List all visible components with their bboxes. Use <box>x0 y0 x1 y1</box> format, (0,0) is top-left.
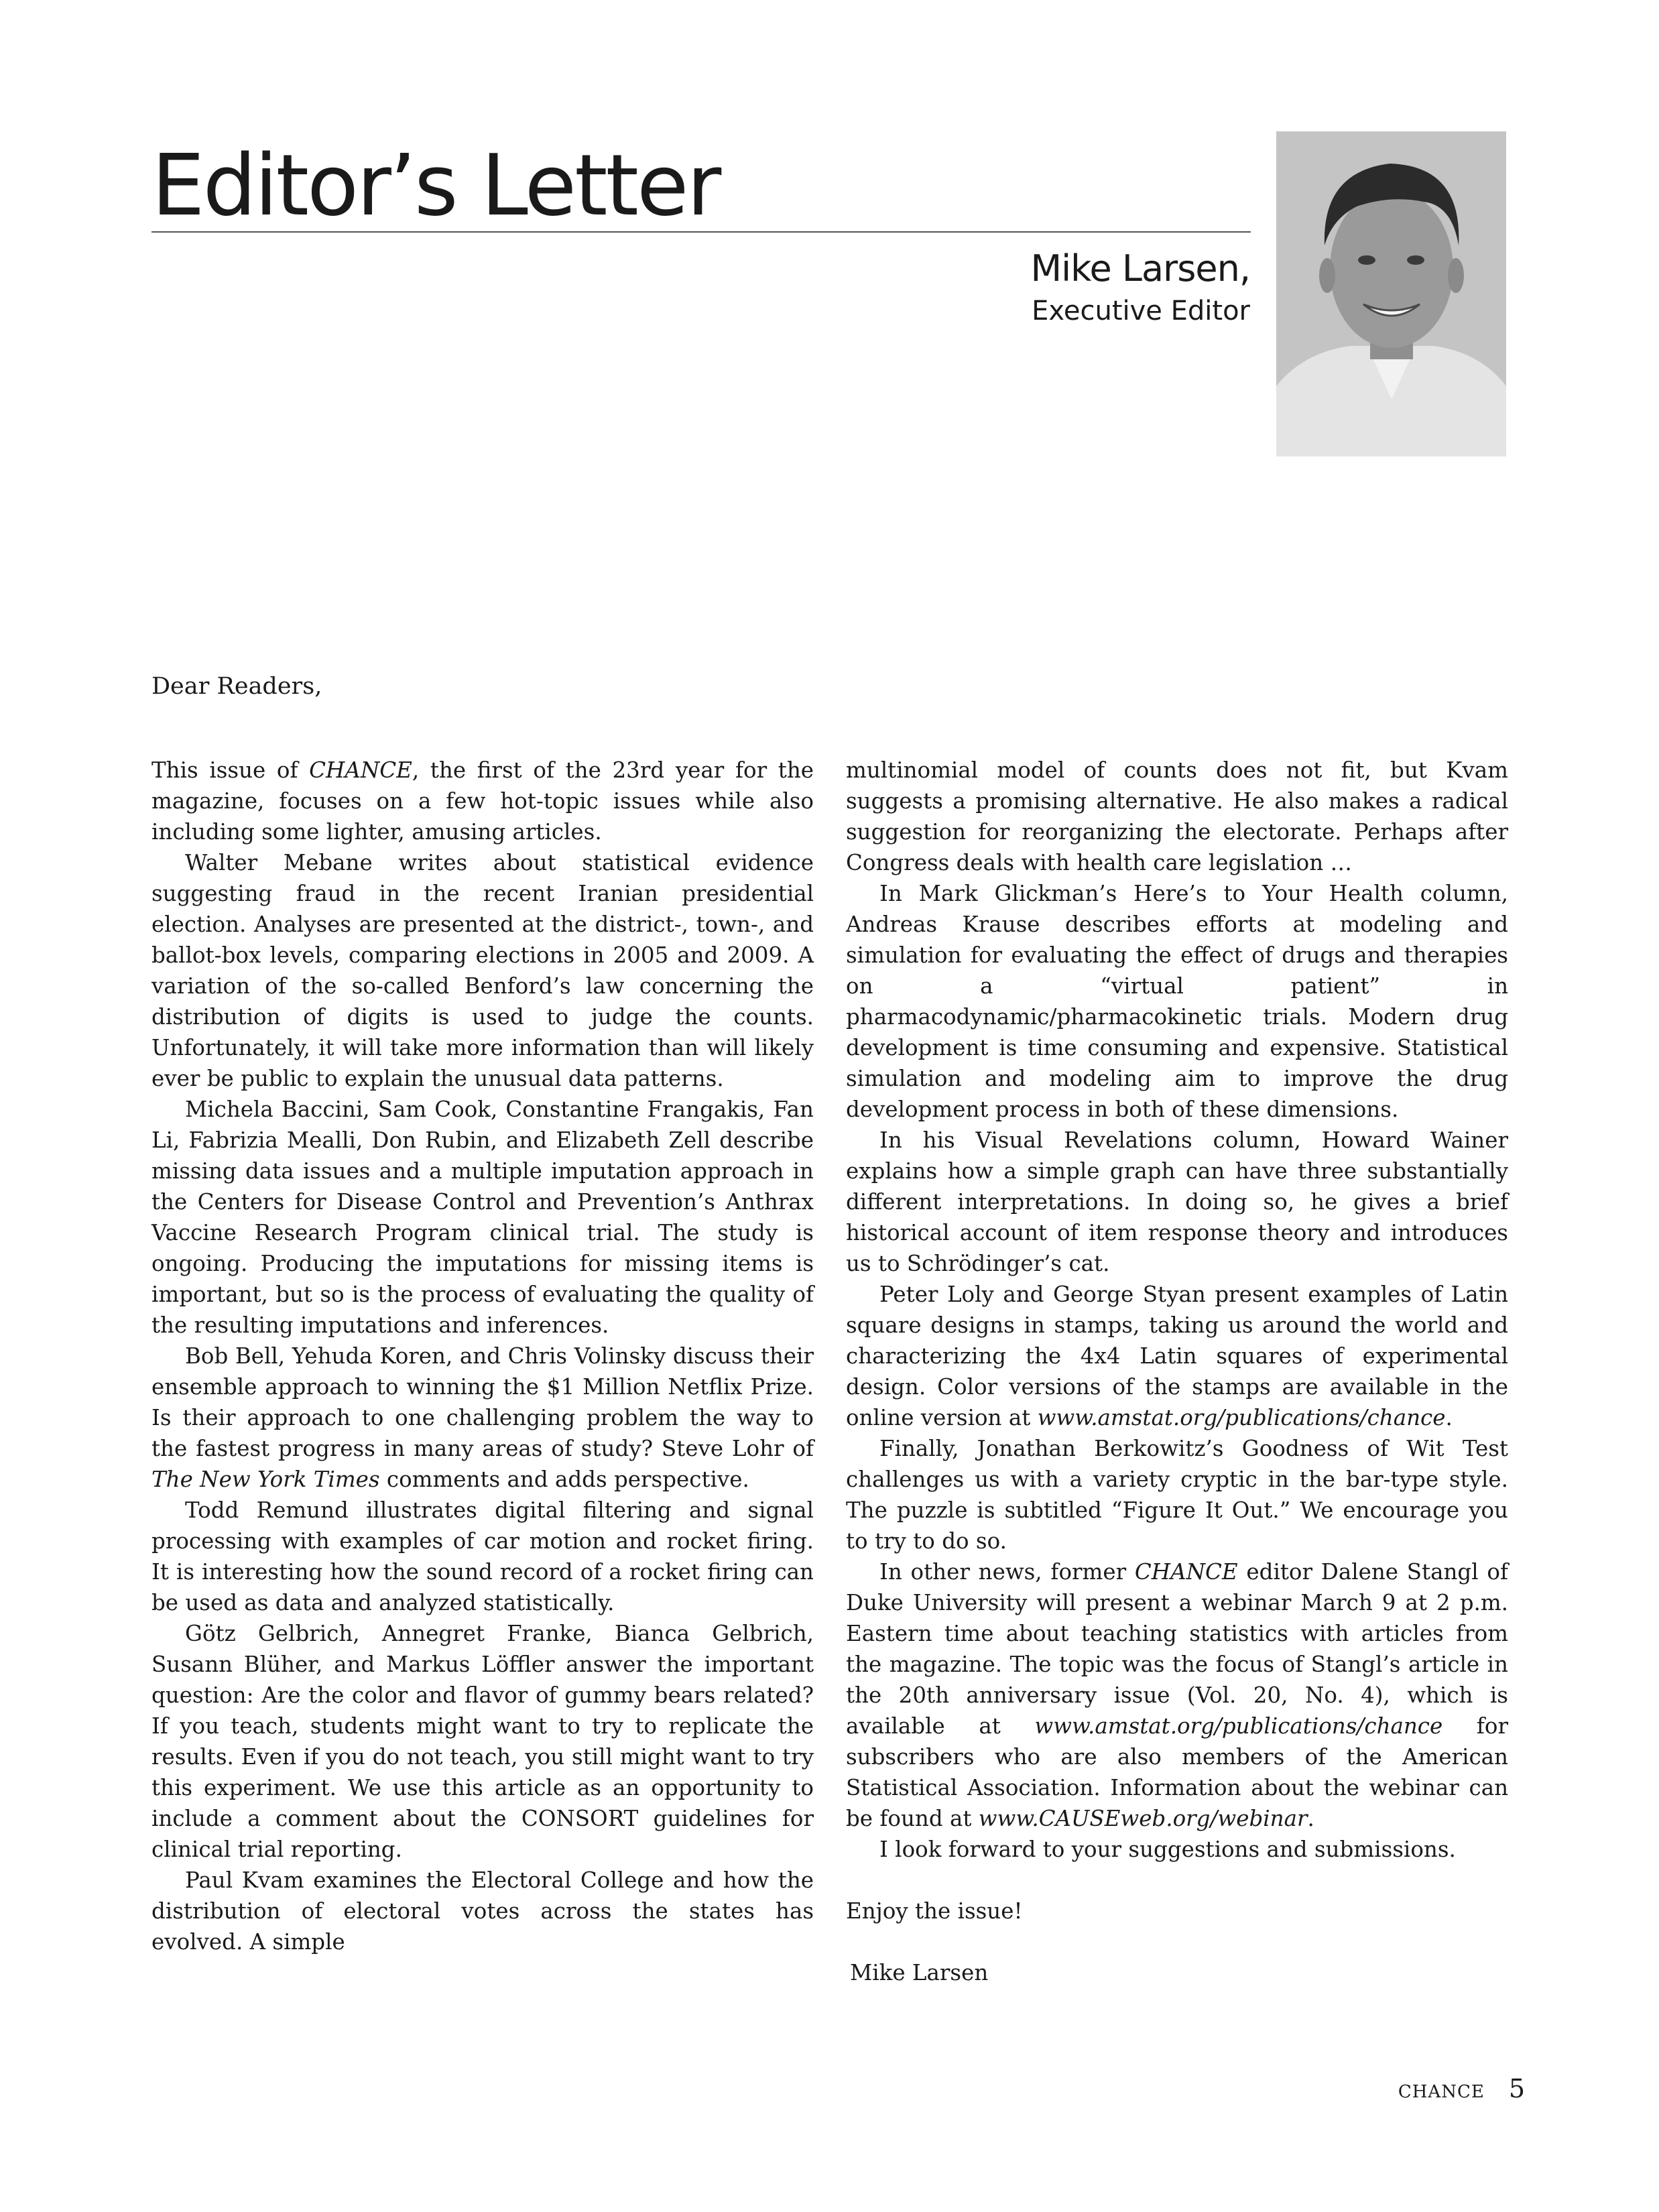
magazine-name: CHANCE <box>309 757 412 783</box>
right-column <box>846 755 1508 1988</box>
text: Peter Loly and George Styan present examples of Latin square designs in stamps, taking us around the world and characterizing the 4x4 Latin squares of experimental design. Color versions of the stamps are available in the online version at <box>846 1282 1508 1430</box>
author-role: Executive Editor <box>1032 296 1250 326</box>
url-link[interactable]: www.CAUSEweb.org/webinar <box>978 1806 1308 1831</box>
text: for subscribers who are also members of the American Statistical Association. Information about the webinar can be found at <box>846 1713 1508 1831</box>
paragraph-glickman: In Mark Glickman’s Here’s to Your Health column, Andreas Krause describes efforts at modeling and simulation for evaluating the effect of drugs and therapies on a “virtual patient” in pharmacodynamic/pharmacokinetic trials. Modern drug development is time consuming and expensive. Statistical simulation and modeling aim to improve the drug development process in both of these dimensions. <box>846 881 1508 1122</box>
paragraph-kvam: Paul Kvam examines the Electoral College and how the distribution of electoral votes across the states has evolved. A simple <box>151 1867 814 1955</box>
signature: Mike Larsen <box>850 1960 989 1985</box>
text: Bob Bell, Yehuda Koren, and Chris Volinsky discuss their ensemble approach to winning the $1 Million Netflix Prize. Is their approach to one challenging problem the way to the fastest progress in many areas of study? Steve Lohr of <box>151 1343 814 1461</box>
page-footer <box>1398 2073 1525 2108</box>
text: . <box>1307 1806 1314 1831</box>
paragraph-baccini: Michela Baccini, Sam Cook, Constantine Frangakis, Fan Li, Fabrizia Mealli, Don Rubin, and Elizabeth Zell describe missing data issues and a multiple imputation approach in the Centers for Disease Control and Prevention’s Anthrax Vaccine Research Program clinical trial. The study is ongoing. Producing the imputations for missing items is important, but so is the process of evaluating the quality of the resulting imputations and inferences. <box>151 1097 814 1338</box>
left-column <box>151 755 814 1957</box>
footer-magazine: CHANCE <box>1398 2082 1485 2102</box>
title-divider <box>151 231 1251 233</box>
paragraph-berkowitz: Finally, Jonathan Berkowitz’s Goodness of Wit Test challenges us with a variety cryptic in the bar-type style. The puzzle is subtitled “Figure It Out.” We encourage you to try to do so. <box>846 1436 1508 1554</box>
paragraph-intro <box>151 755 814 847</box>
page-title: Editor’s Letter <box>151 136 720 235</box>
text: In other news, former <box>879 1559 1135 1585</box>
magazine-name: CHANCE <box>1134 1559 1238 1585</box>
page-number: 5 <box>1508 2074 1525 2103</box>
editor-portrait-photo-icon <box>1276 131 1506 456</box>
publication-name: The New York Times <box>151 1467 380 1492</box>
author-name: Mike Larsen, <box>1030 247 1250 290</box>
paragraph-mebane: Walter Mebane writes about statistical evidence suggesting fraud in the recent Iranian presidential election. Analyses are presented at the district-, town-, and ballot-box levels, comparing elections in 2005 and 2009. A variation of the so-called Benford’s law concerning the distribution of digits is used to judge the counts. Unfortunately, it will take more information than will likely ever be public to explain the unusual data patterns. <box>151 850 814 1091</box>
paragraph-wainer: In his Visual Revelations column, Howard Wainer explains how a simple graph can have three substantially different interpretations. In doing so, he gives a brief historical account of item response theory and introduces us to Schrödinger’s cat. <box>846 1127 1508 1276</box>
text: . <box>1445 1405 1453 1430</box>
paragraph-remund: Todd Remund illustrates digital filtering and signal processing with examples of car motion and rocket firing. It is interesting how the sound record of a rocket firing can be used as data and analyzed statistically. <box>151 1497 814 1615</box>
paragraph-netflix <box>151 1341 814 1495</box>
url-link[interactable]: www.amstat.org/publications/chance <box>1037 1405 1446 1430</box>
paragraph-suggestions: I look forward to your suggestions and submissions. <box>879 1837 1456 1862</box>
byline <box>1031 245 1250 330</box>
text: editor Dalene Stangl of Duke University will present a webinar March 9 at 2 p.m. Eastern time about teaching statistics with articles from the magazine. The topic was the focus of Stangl’s article in the 20th anniversary issue (Vol. 20, No. 4), which is available at <box>846 1559 1508 1739</box>
text: This issue of <box>151 757 310 783</box>
url-link[interactable]: www.amstat.org/publications/chance <box>1034 1713 1443 1739</box>
paragraph-kvam-continued: multinomial model of counts does not fit, but Kvam suggests a promising alternative. He also makes a radical suggestion for reorganizing the electorate. Perhaps after Congress deals with health care legislation … <box>846 757 1508 875</box>
text: , the first of the 23rd year for the magazine, focuses on a few hot-topic issues while also including some lighter, amusing articles. <box>151 757 814 845</box>
paragraph-webinar <box>846 1556 1508 1834</box>
author-portrait <box>1276 131 1506 456</box>
text: comments and adds perspective. <box>379 1467 749 1492</box>
paragraph-latin-squares <box>846 1279 1508 1433</box>
closing-line: Enjoy the issue! <box>846 1898 1023 1924</box>
salutation: Dear Readers, <box>151 673 322 700</box>
paragraph-gummy-bears: Götz Gelbrich, Annegret Franke, Bianca Gelbrich, Susann Blüher, and Markus Löffler answer the important question: Are the color and flavor of gummy bears related? If you teach, students might want to try to replicate the results. Even if you do not teach, you still might want to try this experiment. We use this article as an opportunity to include a comment about the CONSORT guidelines for clinical trial reporting. <box>151 1621 814 1862</box>
